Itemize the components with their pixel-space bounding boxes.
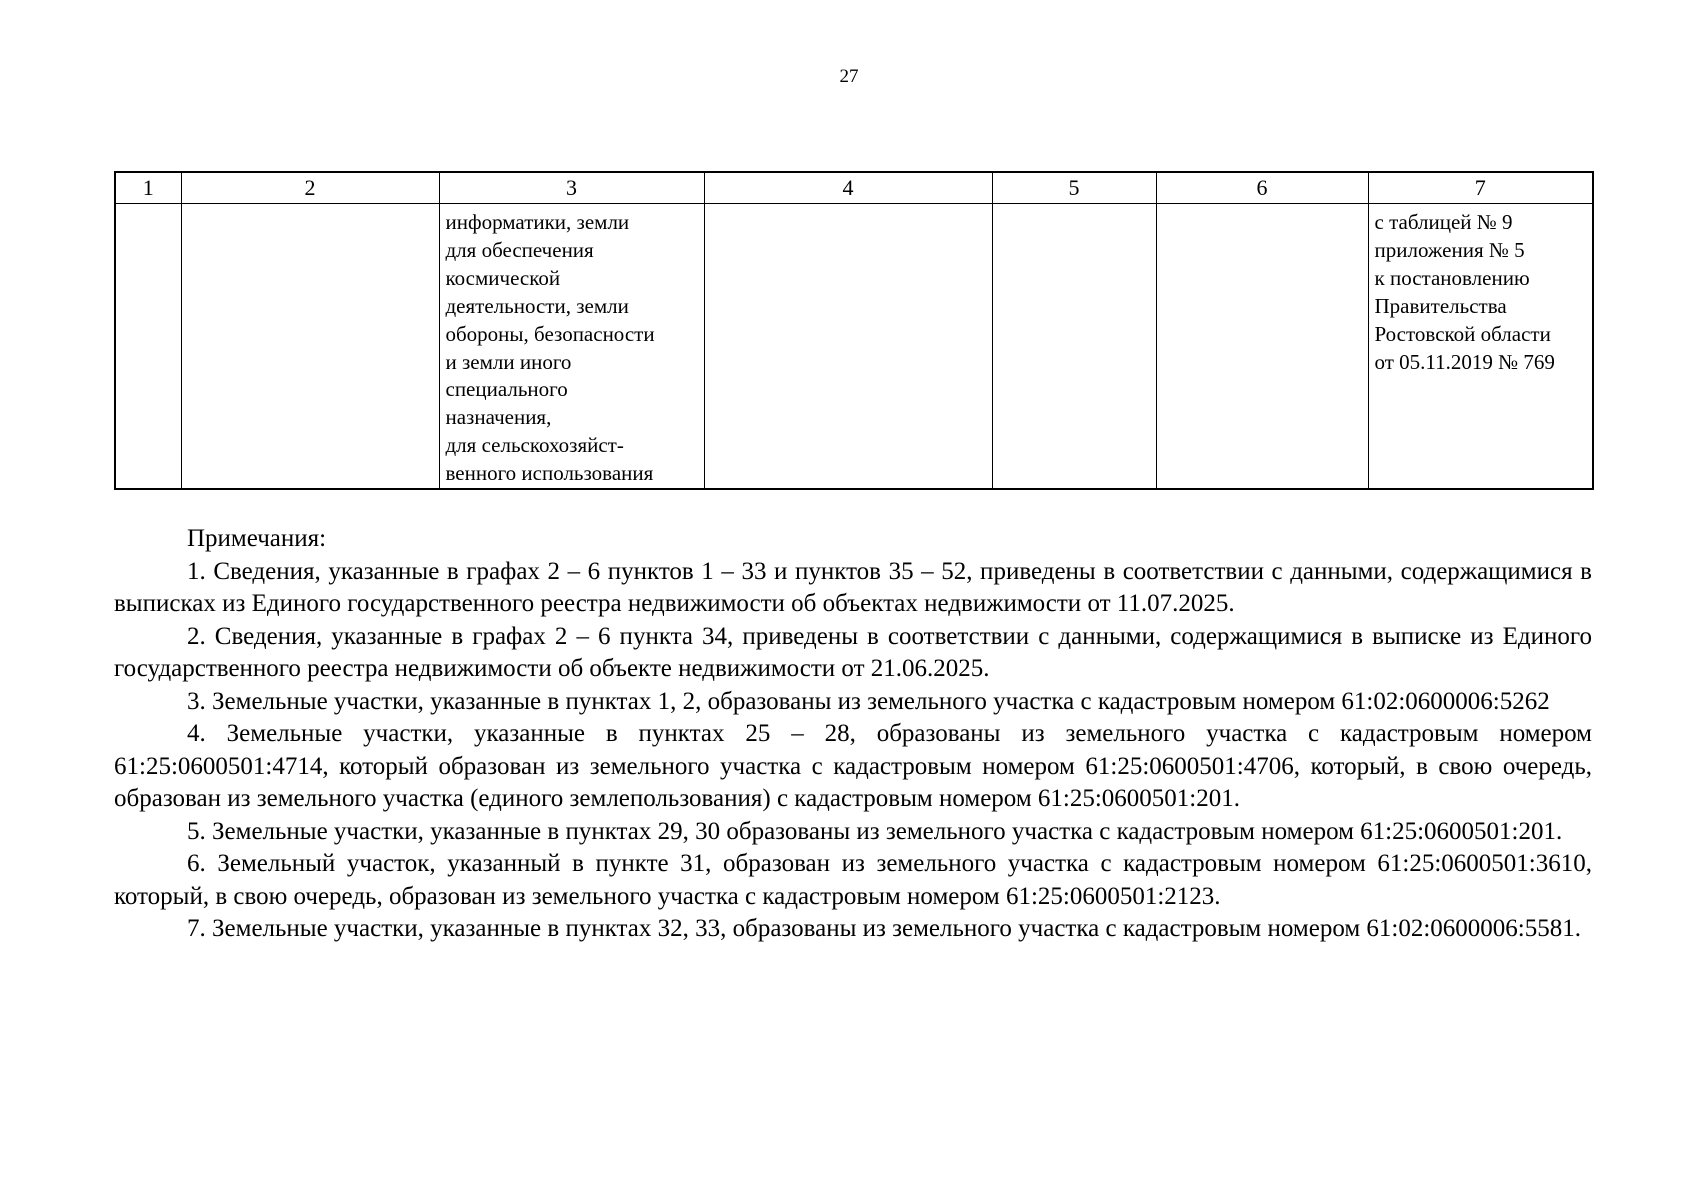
cell-text-1 <box>116 204 181 209</box>
column-header-3: 3 <box>439 172 704 204</box>
table-cell-6 <box>1156 204 1368 490</box>
column-header-4: 4 <box>704 172 992 204</box>
table-cell-3 <box>439 204 704 490</box>
cell-text-4 <box>705 204 992 209</box>
page-number: 27 <box>839 66 859 87</box>
column-header-6: 6 <box>1156 172 1368 204</box>
note-item-4: 4. Земельные участки, указанные в пунктах 25 – 28, образованы из земельного участка с кадастровым номером 61:25:0600501:4714, который образован из земельного участка с кадастровым номером 61:25:0600501:4706, который, в свою очередь, образован из земельного участка (единого землепользования) с кадастровым номером 61:25:0600501:201. <box>114 720 1592 812</box>
cell-text-3: информатики, земли для обеспечения космической деятельности, земли обороны, безопасности и земли иного специального назначения, для сельскохозяйст- венного использования <box>445 210 655 486</box>
note-item-6: 6. Земельный участок, указанный в пункте 31, образован из земельного участка с кадастровым номером 61:25:0600501:3610, который, в свою очередь, образован из земельного участка с кадастровым номером 61:25:0600501:2123. <box>114 850 1592 910</box>
table-header-row <box>115 172 1593 204</box>
notes-section <box>114 523 1592 946</box>
note-item-1: 1. Сведения, указанные в графах 2 – 6 пунктов 1 – 33 и пунктов 35 – 52, приведены в соответствии с данными, содержащимися в выписках из Единого государственного реестра недвижимости об объектах недвижимости от 11.07.2025. <box>114 557 1592 617</box>
data-table <box>114 171 1594 490</box>
note-item-3: 3. Земельные участки, указанные в пунктах 1, 2, образованы из земельного участка с кадастровым номером 61:02:0600006:5262 <box>187 687 1550 715</box>
note-item-5: 5. Земельные участки, указанные в пунктах 29, 30 образованы из земельного участка с кадастровым номером 61:25:0600501:201. <box>187 817 1563 845</box>
cell-text-7: с таблицей № 9 приложения № 5 к постановлению Правительства Ростовской области от 05.11.2019 № 769 <box>1374 210 1555 374</box>
table-cell-1 <box>115 204 181 490</box>
table-cell-2 <box>181 204 439 490</box>
column-header-5: 5 <box>992 172 1156 204</box>
column-header-2: 2 <box>181 172 439 204</box>
cell-text-6 <box>1157 204 1368 209</box>
cell-text-2 <box>182 204 439 209</box>
note-item-7: 7. Земельные участки, указанные в пунктах 32, 33, образованы из земельного участка с кадастровым номером 61:02:0600006:5581. <box>187 915 1581 942</box>
table-row <box>115 204 1593 490</box>
cell-text-5 <box>993 204 1156 209</box>
note-item-2: 2. Сведения, указанные в графах 2 – 6 пункта 34, приведены в соответствии с данными, содержащимися в выписке из Единого государственного реестра недвижимости об объекте недвижимости от 21.06.2025. <box>114 622 1592 682</box>
table-cell-7 <box>1368 204 1593 490</box>
table-cell-4 <box>704 204 992 490</box>
table-cell-5 <box>992 204 1156 490</box>
notes-title: Примечания: <box>187 525 327 552</box>
column-header-7: 7 <box>1368 172 1593 204</box>
column-header-1: 1 <box>115 172 181 204</box>
